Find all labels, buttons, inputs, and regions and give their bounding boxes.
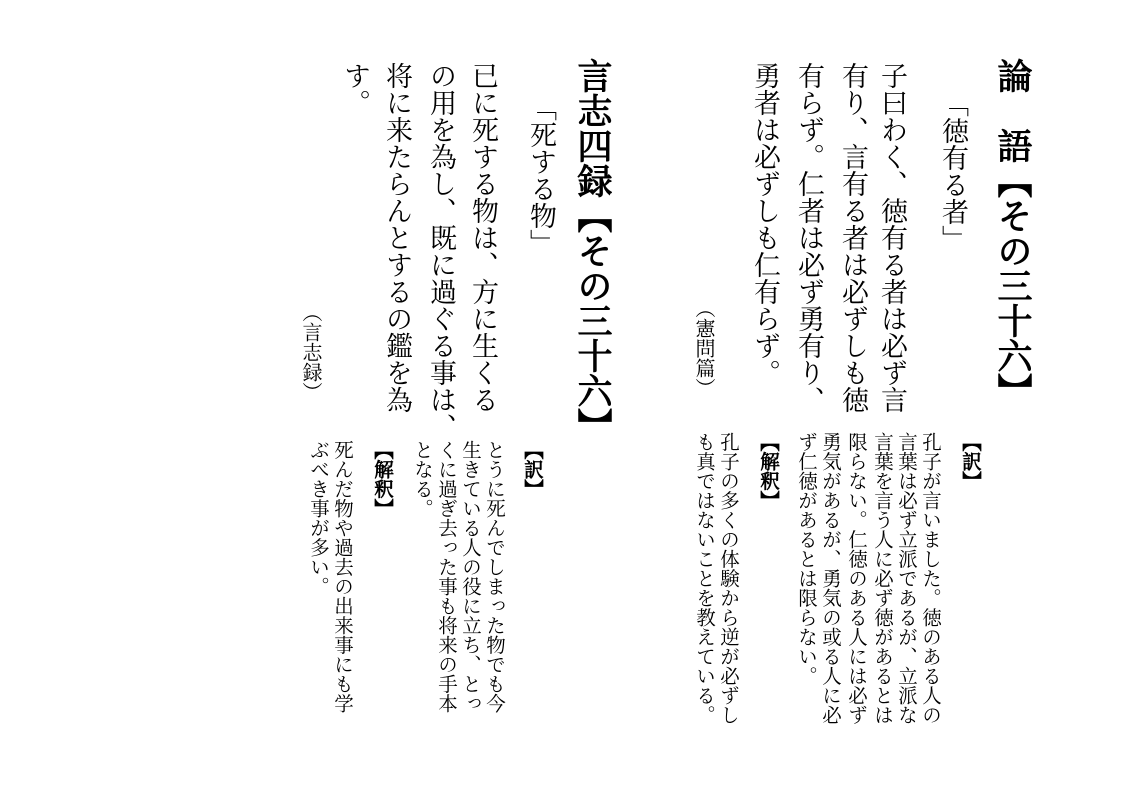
rongo-source: （憲問篇） xyxy=(692,298,716,398)
rongo-translation-line: 限らない。仁徳のある人には必ず xyxy=(845,432,868,725)
rongo-text-line: 有らず。仁者は必ず勇有り、 xyxy=(793,62,824,413)
rongo-translation-line: 言葉は必ず立派であるが、立派な xyxy=(895,432,918,725)
genshi-text-line: 已に死する物は、方に生くる xyxy=(467,62,498,413)
genshi-interpretation-line: 死んだ物や過去の出来事にも学 xyxy=(331,440,354,713)
rongo-translation-line: 孔子が言いました。徳のある人の xyxy=(919,432,942,725)
genshi-title: 言志四録【その三十六】 xyxy=(572,58,612,443)
genshi-translation-line: とうに死んでしまった物でも今 xyxy=(483,440,506,713)
genshi-translation-line: くに過ぎ去った事も将来の手本 xyxy=(435,440,458,713)
rongo-translation-label: 【訳】 xyxy=(959,432,982,491)
rongo-interpretation-label: 【解釈】 xyxy=(757,432,780,510)
rongo-subtitle: 「徳有る者」 xyxy=(937,90,968,252)
rongo-translation-line: ず仁徳があるとは限らない。 xyxy=(795,432,818,686)
genshi-interpretation-line: ぶべき事が多い。 xyxy=(307,440,330,596)
rongo-interpretation-line: 孔子の多くの体験から逆が必ずし xyxy=(717,432,740,725)
genshi-translation-label: 【訳】 xyxy=(521,440,544,499)
rongo-translation-line: 言葉を言う人に必ず徳があるとは xyxy=(871,432,894,725)
genshi-translation-line: となる。 xyxy=(411,440,434,518)
genshi-source: （言志録） xyxy=(299,302,323,402)
rongo-interpretation-line: も真ではないことを教えている。 xyxy=(693,432,716,725)
rongo-text-line: 子曰わく、徳有る者は必ず言 xyxy=(876,62,907,413)
genshi-subtitle: 「死する物」 xyxy=(525,94,556,256)
genshi-text-line: の用を為し、既に過ぐる事は、 xyxy=(425,62,456,440)
rongo-text-line: 勇者は必ずしも仁有らず。 xyxy=(749,62,780,386)
genshi-text-line: 将に来たらんとするの鑑を為 xyxy=(381,62,412,413)
rongo-text-line: 有り、言有る者は必ずしも徳 xyxy=(837,62,868,413)
genshi-translation-line: 生きている人の役に立ち、とっ xyxy=(459,440,482,713)
rongo-translation-line: 勇気があるが、勇気の或る人に必 xyxy=(819,432,842,725)
genshi-interpretation-label: 【解釈】 xyxy=(371,440,394,518)
genshi-text-line: す。 xyxy=(339,62,370,116)
rongo-title: 論 語【その三十六】 xyxy=(992,58,1032,408)
